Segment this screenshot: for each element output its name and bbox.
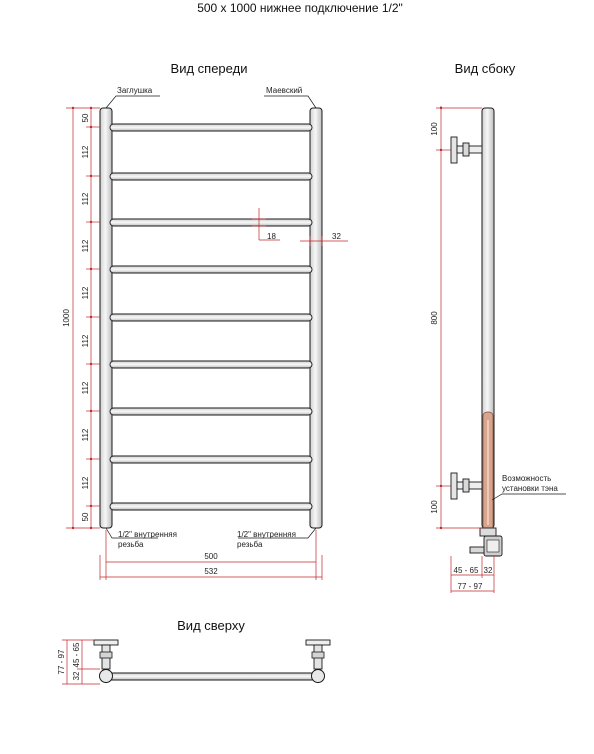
dim-bottom-offset: 50 [81,512,90,522]
top-vertical-dims [62,640,100,684]
top-view-drawing [94,640,330,683]
front-view-heading: Вид спереди [170,61,248,76]
side-dim-bottom: 100 [430,500,439,514]
rung [110,408,312,415]
side-view-heading: Вид сбоку [454,61,516,76]
side-dim-wall: 45 - 65 [453,566,479,575]
dim-width-total: 532 [204,567,218,576]
side-dim-pipe: 32 [483,566,493,575]
thread-label-right-2: резьба [237,540,263,549]
rung [110,456,312,463]
side-dim-top: 100 [430,122,439,136]
dim-spacing-2: 112 [81,192,90,206]
dim-width-axis: 500 [204,552,218,561]
dim-spacing-1: 112 [81,145,90,159]
top-view-heading: Вид сверху [177,618,245,633]
top-pipe-right [312,670,325,683]
dim-rung-diameter: 18 [267,232,276,241]
top-rung [106,673,318,680]
heater-note-leader [492,494,566,500]
top-wall-plate-left [94,640,118,645]
page-title: 500 х 1000 нижнее подключение 1/2" [197,1,403,15]
dim-spacing-6: 112 [81,381,90,395]
side-dim-total: 77 - 97 [457,582,483,591]
dim-top-offset: 50 [81,113,90,123]
rung [110,314,312,321]
rung [110,503,312,510]
rung [110,173,312,180]
side-dim-spacing: 800 [430,311,439,325]
dim-spacing-8: 112 [81,476,90,490]
rung [110,219,312,226]
front-vertical-ticks [72,107,92,529]
dim-spacing-3: 112 [81,239,90,253]
top-dim-wall: 45 - 65 [72,642,81,668]
thread-label-left-2: резьба [118,540,144,549]
top-pipe-left [100,670,113,683]
rung [110,361,312,368]
dim-spacing-5: 112 [81,334,90,348]
plug-label: Заглушка [117,86,153,95]
side-bracket-top [451,137,482,163]
side-vertical-dims [436,106,482,528]
top-dim-pipe: 32 [72,671,81,681]
thread-label-left-1: 1/2" внутренняя [118,530,177,539]
mayevsky-label: Маевский [266,86,303,95]
thread-label-right-1: 1/2" внутренняя [237,530,296,539]
rungs-group [110,124,312,510]
top-dim-total: 77 - 97 [57,649,66,675]
front-vertical-dims [66,108,100,528]
plug-leader [106,96,160,108]
top-wall-plate-right [306,640,330,645]
heater-note-line1: Возможность [502,474,552,483]
side-bracket-bottom [451,473,482,499]
dim-pipe-diameter: 32 [332,232,341,241]
heater-note-line2: установки тэна [502,484,558,493]
rung [110,124,312,131]
heater-head [470,528,502,556]
dim-spacing-7: 112 [81,428,90,442]
dim-total-height: 1000 [62,309,71,327]
rung [110,266,312,273]
dim-spacing-4: 112 [81,286,90,300]
mayevsky-leader [264,96,316,108]
